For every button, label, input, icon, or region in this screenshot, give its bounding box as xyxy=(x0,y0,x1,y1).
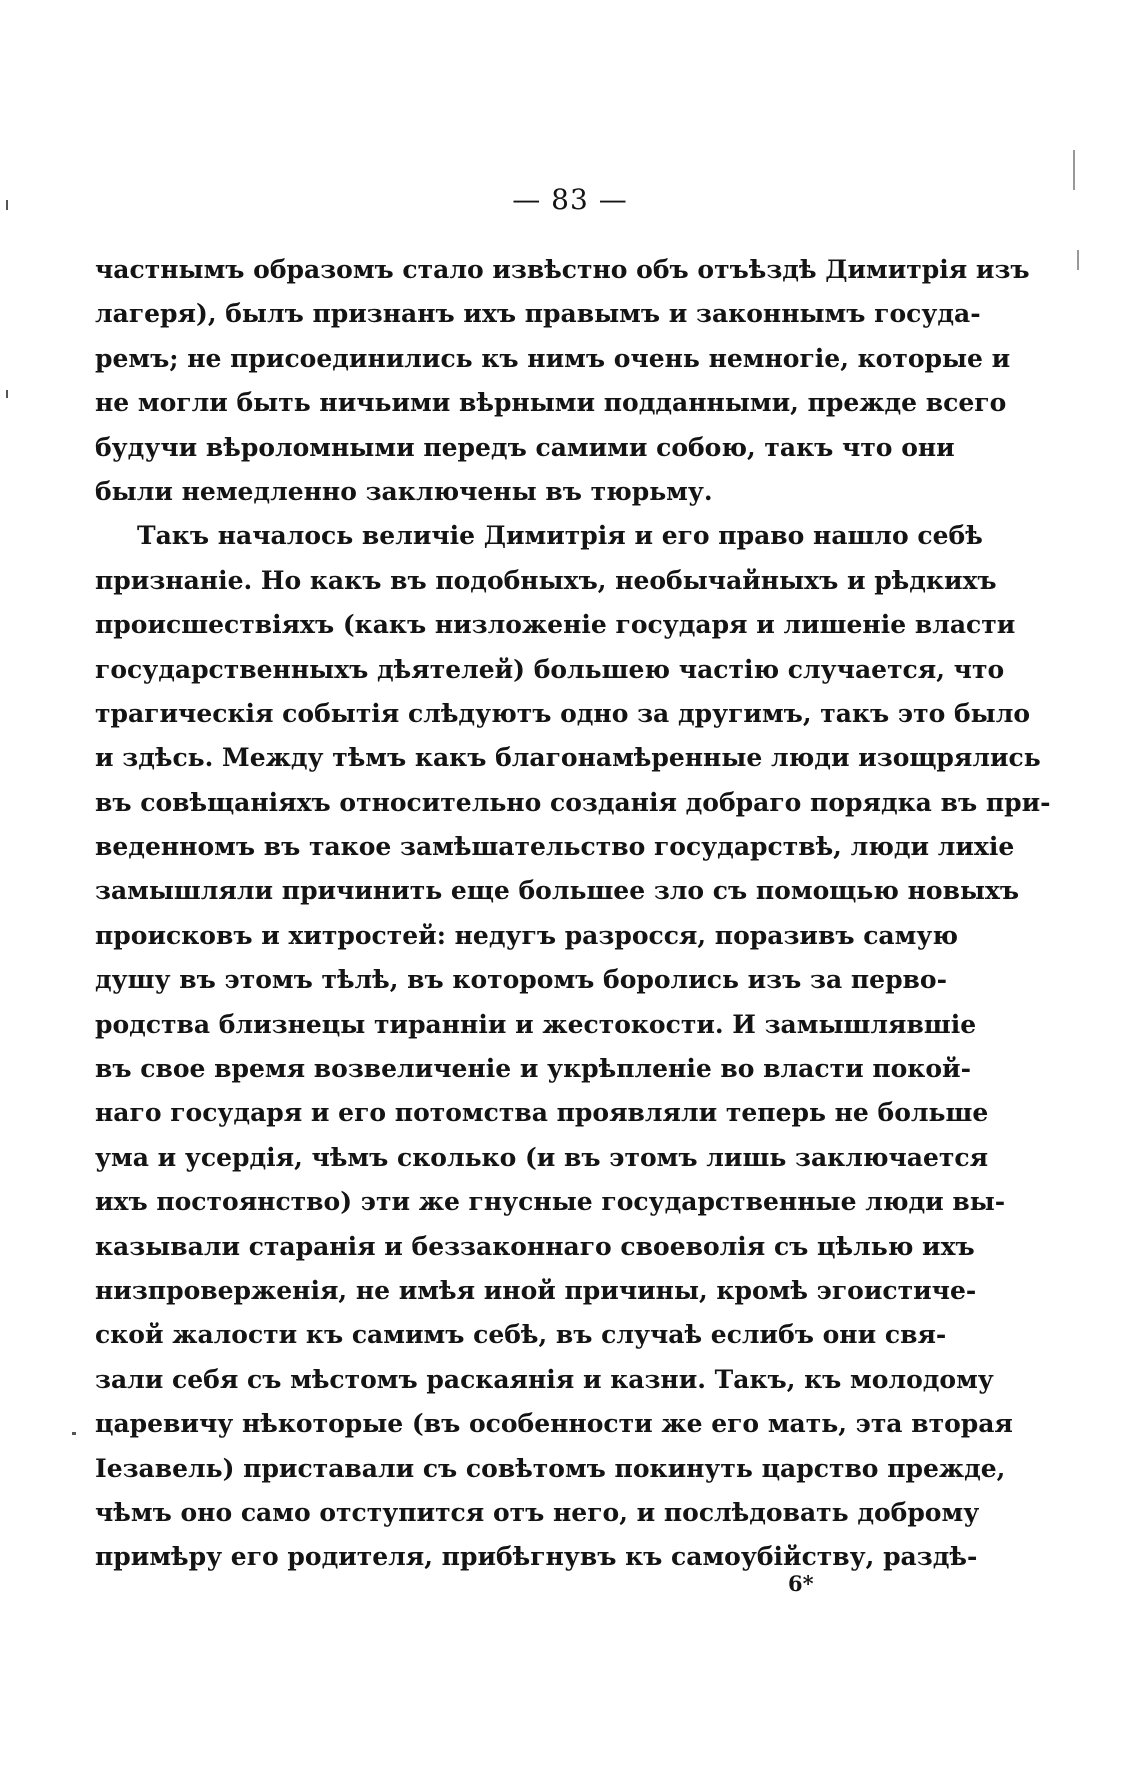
text-line: ской жалости къ самимъ себѣ, въ случаѣ еслибъ они свя- xyxy=(95,1320,947,1350)
text-line: ума и усердія, чѣмъ сколько (и въ этомъ лишь заключается xyxy=(95,1142,989,1172)
body-text xyxy=(95,248,1051,1580)
scan-speck xyxy=(6,200,8,210)
signature-mark: 6* xyxy=(788,1571,814,1596)
text-line: лагеря), былъ признанъ ихъ правымъ и законнымъ госуда- xyxy=(95,299,981,329)
text-line: наго государя и его потомства проявляли теперь не больше xyxy=(95,1098,989,1128)
text-line: признаніе. Но какъ въ подобныхъ, необычайныхъ и рѣдкихъ xyxy=(95,565,997,595)
text-line: казывали старанія и беззаконнаго своеволія съ цѣлью ихъ xyxy=(95,1231,975,1261)
scan-speck xyxy=(1073,150,1075,190)
text-line: низпроверженія, не имѣя иной причины, кромѣ эгоистиче- xyxy=(95,1275,977,1305)
text-line: царевичу нѣкоторые (въ особенности же его мать, эта вторая xyxy=(95,1409,1013,1439)
text-line: были немедленно заключены въ тюрьму. xyxy=(95,476,713,506)
text-line: въ совѣщаніяхъ относительно созданія добраго порядка въ при- xyxy=(95,787,1051,817)
text-line: ремъ; не присоединились къ нимъ очень немногіе, которые и xyxy=(95,343,1011,373)
text-line: зали себя съ мѣстомъ раскаянія и казни. Такъ, къ молодому xyxy=(95,1364,994,1394)
text-line: трагическія событія слѣдуютъ одно за другимъ, такъ это было xyxy=(95,698,1031,728)
text-line: происковъ и хитростей: недугъ разросся, поразивъ самую xyxy=(95,920,958,950)
scan-speck xyxy=(1077,250,1079,270)
text-line: ихъ постоянство) эти же гнусные государственные люди вы- xyxy=(95,1187,1006,1217)
paragraph-2 xyxy=(95,514,1051,1579)
paragraph-1 xyxy=(95,248,1030,514)
page-number: — 83 — xyxy=(512,183,628,216)
scan-speck xyxy=(6,390,8,398)
text-line: примѣру его родителя, прибѣгнувъ къ самоубійству, раздѣ- xyxy=(95,1542,978,1572)
text-line: въ свое время возвеличеніе и укрѣпленіе во власти покой- xyxy=(95,1054,971,1084)
text-line: чѣмъ оно само отступится отъ него, и послѣдовать доброму xyxy=(95,1497,980,1527)
text-line: и здѣсь. Между тѣмъ какъ благонамѣренные люди изощрялись xyxy=(95,743,1041,773)
text-line: Іезавель) приставали съ совѣтомъ покинуть царство прежде, xyxy=(95,1453,1006,1483)
text-line: родства близнецы тиранніи и жестокости. И замышлявшіе xyxy=(95,1009,977,1039)
text-line: душу въ этомъ тѣлѣ, въ которомъ боролись изъ за перво- xyxy=(95,965,947,995)
text-line: государственныхъ дѣятелей) большею частію случается, что xyxy=(95,654,1005,684)
text-line: Такъ началось величіе Димитрія и его право нашло себѣ xyxy=(137,521,983,551)
text-line: замышляли причинить еще большее зло съ помощью новыхъ xyxy=(95,876,1020,906)
text-line: частнымъ образомъ стало извѣстно объ отъѣздѣ Димитрія изъ xyxy=(95,255,1030,284)
text-line: веденномъ въ такое замѣшательство государствѣ, люди лихіе xyxy=(95,832,1015,862)
text-line: происшествіяхъ (какъ низложеніе государя и лишеніе власти xyxy=(95,610,1016,640)
text-line: будучи вѣроломными передъ самими собою, такъ что они xyxy=(95,432,955,462)
scan-speck xyxy=(72,1432,76,1435)
text-line: не могли быть ничьими вѣрными подданными, прежде всего xyxy=(95,388,1007,418)
